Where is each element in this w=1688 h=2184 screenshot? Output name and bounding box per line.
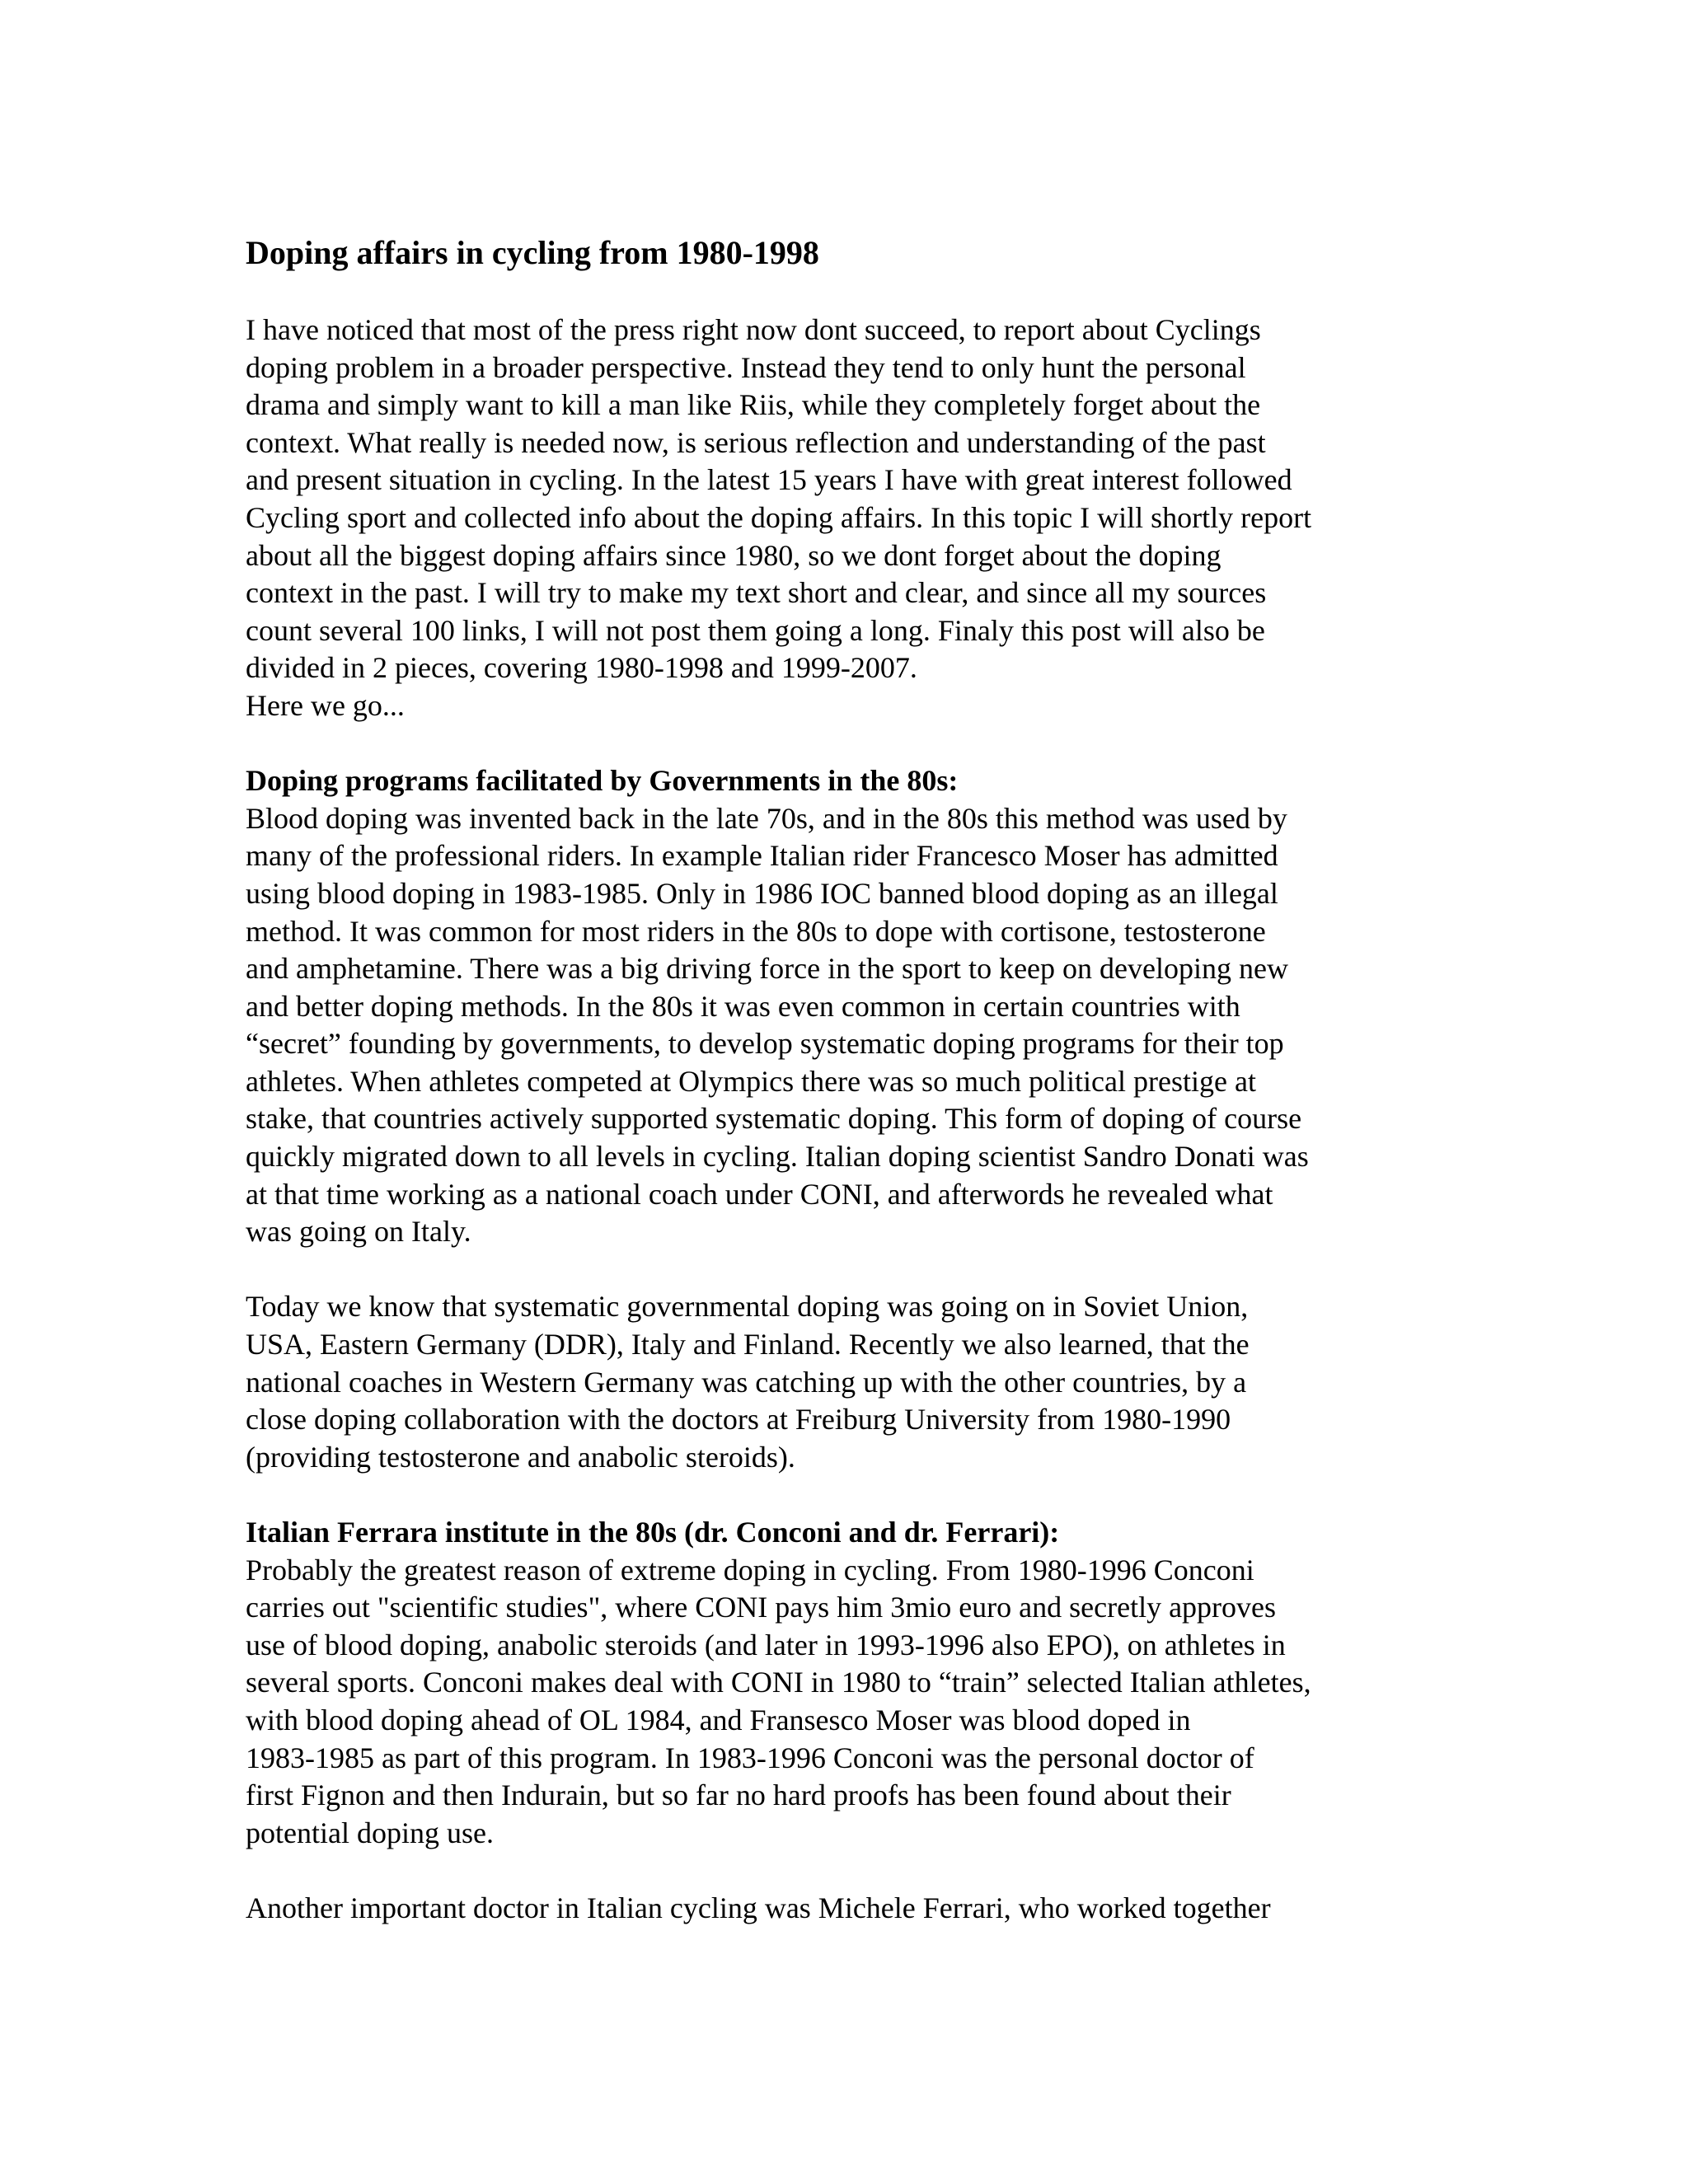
text-line: Here we go... [246,688,405,722]
text-line: count several 100 links, I will not post them going a long. Finaly this post will also be [246,613,1265,647]
text-line: several sports. Conconi makes deal with CONI in 1980 to “train” selected Italian athletes, [246,1666,1311,1699]
text-line: was going on Italy. [246,1215,471,1249]
text-line: national coaches in Western Germany was catching up with the other countries, by a [246,1365,1247,1399]
text-line: doping problem in a broader perspective. Instead they tend to only hunt the personal [246,350,1246,384]
text-line: Cycling sport and collected info about the doping affairs. In this topic I will shortly report [246,500,1312,534]
text-line: Probably the greatest reason of extreme doping in cycling. From 1980-1996 Conconi [246,1553,1254,1586]
text-line: and amphetamine. There was a big driving force in the sport to keep on developing new [246,952,1288,986]
text-line: with blood doping ahead of OL 1984, and Fransesco Moser was blood doped in [246,1703,1191,1736]
text-line: method. It was common for most riders in the 80s to dope with cortisone, testosterone [246,914,1266,948]
text-line: (providing testosterone and anabolic steroids). [246,1440,795,1474]
text-line: using blood doping in 1983-1985. Only in 1986 IOC banned blood doping as an illegal [246,876,1278,910]
text-line: close doping collaboration with the doctors at Freiburg University from 1980-1990 [246,1403,1231,1436]
text-line: context. What really is needed now, is serious reflection and understanding of the past [246,425,1266,459]
text-line: stake, that countries actively supported systematic doping. This form of doping of course [246,1102,1302,1136]
paragraph-spacer [246,1852,1449,1890]
paragraph-spacer [246,1476,1449,1514]
text-line: carries out "scientific studies", where CONI pays him 3mio euro and secretly approves [246,1591,1277,1624]
text-line: I have noticed that most of the press right now dont succeed, to report about Cyclings [246,313,1261,346]
text-line: Today we know that systematic governmental doping was going on in Soviet Union, [246,1290,1249,1324]
text-line: 1983-1985 as part of this program. In 1983-1996 Conconi was the personal doctor of [246,1741,1254,1774]
text-line: “secret” founding by governments, to develop systematic doping programs for their top [246,1027,1284,1061]
text-line: context in the past. I will try to make my text short and clear, and since all my sources [246,576,1267,610]
document-title: Doping affairs in cycling from 1980-1998 [246,234,819,271]
text-line: drama and simply want to kill a man like Riis, while they completely forget about the [246,388,1261,422]
text-line: about all the biggest doping affairs since 1980, so we dont forget about the doping [246,538,1221,572]
text-line: USA, Eastern Germany (DDR), Italy and Finland. Recently we also learned, that the [246,1328,1250,1361]
intro-paragraph [246,312,1449,725]
text-line: many of the professional riders. In example Italian rider Francesco Moser has admitted [246,839,1278,873]
text-line: and better doping methods. In the 80s it was even common in certain countries with [246,989,1240,1023]
text-line: first Fignon and then Indurain, but so far no hard proofs has been found about their [246,1779,1231,1812]
text-line: quickly migrated down to all levels in cycling. Italian doping scientist Sandro Donati was [246,1140,1309,1174]
paragraph-spacer [246,1251,1449,1289]
text-line: Blood doping was invented back in the late 70s, and in the 80s this method was used by [246,801,1287,835]
text-line: use of blood doping, anabolic steroids (and later in 1993-1996 also EPO), on athletes in [246,1628,1286,1661]
text-line: divided in 2 pieces, covering 1980-1998 and 1999-2007. [246,651,917,685]
section-government-doping [246,762,1449,1476]
section-heading: Italian Ferrara institute in the 80s (dr. Conconi and dr. Ferrari): [246,1516,1060,1549]
text-line: and present situation in cycling. In the latest 15 years I have with great interest followed [246,463,1292,497]
document-body [246,231,1449,1928]
text-line: at that time working as a national coach under CONI, and afterwords he revealed what [246,1177,1273,1211]
text-line: athletes. When athletes competed at Olympics there was so much political prestige at [246,1064,1256,1098]
section-ferrara-institute [246,1514,1449,1928]
section-heading: Doping programs facilitated by Governments in the 80s: [246,764,959,798]
text-line: Another important doctor in Italian cycling was Michele Ferrari, who worked together [246,1891,1271,1924]
paragraph-spacer [246,725,1449,763]
text-line: potential doping use. [246,1816,494,1849]
